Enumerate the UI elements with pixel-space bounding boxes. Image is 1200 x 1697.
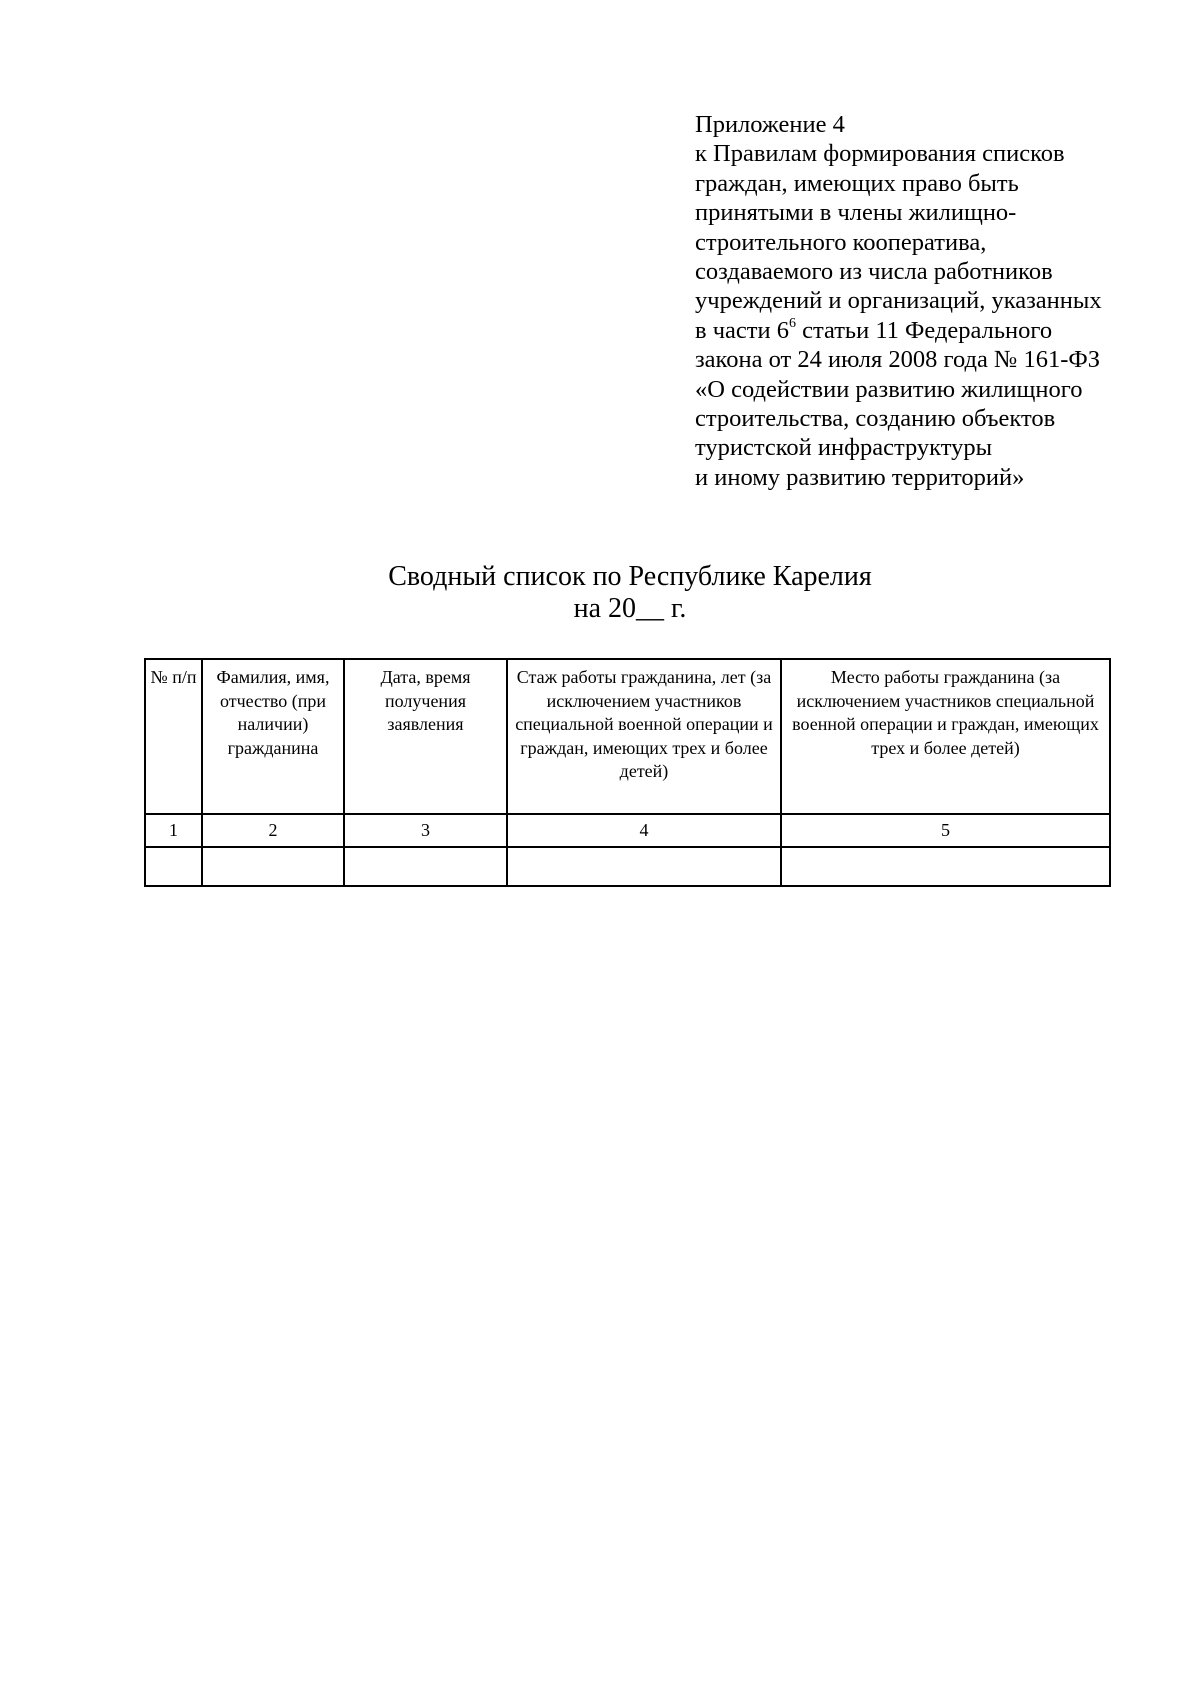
- appendix-line: к Правилам формирования списков: [695, 140, 1065, 168]
- document-title: [0, 561, 1200, 625]
- column-number: 5: [781, 814, 1110, 847]
- appendix-line: туристской инфраструктуры: [695, 434, 993, 462]
- summary-list-table: [144, 658, 1111, 887]
- appendix-line: граждан, имеющих право быть: [695, 169, 1019, 197]
- appendix-line: строительства, созданию объектов: [695, 405, 1056, 433]
- appendix-line: принятыми в члены жилищно-: [695, 199, 1017, 227]
- appendix-part-prefix: в части 6: [695, 316, 789, 344]
- appendix-line: строительного кооператива,: [695, 228, 987, 256]
- appendix-part-suffix: статьи 11 Федерального: [795, 316, 1053, 344]
- table-header-row: [145, 659, 1110, 814]
- header-work-experience: Стаж работы гражданина, лет (за исключением участников специальной военной операции и граждан, имеющих трех и более детей): [507, 659, 781, 814]
- appendix-line: закона от 24 июля 2008 года № 161-ФЗ: [695, 346, 1100, 374]
- table-row: [145, 847, 1110, 886]
- column-number: 2: [202, 814, 344, 847]
- appendix-line: учреждений и организаций, указанных: [695, 287, 1102, 315]
- document-title-line-1: Сводный список по Республике Карелия: [388, 561, 872, 592]
- column-number: 1: [145, 814, 202, 847]
- appendix-note: [695, 110, 1175, 492]
- header-application-date: Дата, время получения заявления: [344, 659, 507, 814]
- column-number: 4: [507, 814, 781, 847]
- appendix-line: и иному развитию территорий»: [695, 463, 1025, 491]
- column-number: 3: [344, 814, 507, 847]
- appendix-line: Приложение 4: [695, 111, 845, 138]
- appendix-part-superscript: 6: [788, 315, 796, 331]
- header-number: № п/п: [145, 659, 202, 814]
- column-numbers-row: [145, 814, 1110, 847]
- table-cell: [344, 847, 507, 886]
- table-cell: [202, 847, 344, 886]
- header-workplace: Место работы гражданина (за исключением участников специальной военной операции и граждан, имеющих трех и более детей): [781, 659, 1110, 814]
- table-cell: [507, 847, 781, 886]
- appendix-line-with-superscript: [695, 316, 1175, 345]
- table-cell: [145, 847, 202, 886]
- header-full-name: Фамилия, имя, отчество (при наличии) гражданина: [202, 659, 344, 814]
- table-cell: [781, 847, 1110, 886]
- document-title-line-2: на 20__ г.: [573, 593, 687, 624]
- appendix-line: «О содействии развитию жилищного: [695, 375, 1083, 403]
- appendix-line: создаваемого из числа работников: [695, 258, 1053, 286]
